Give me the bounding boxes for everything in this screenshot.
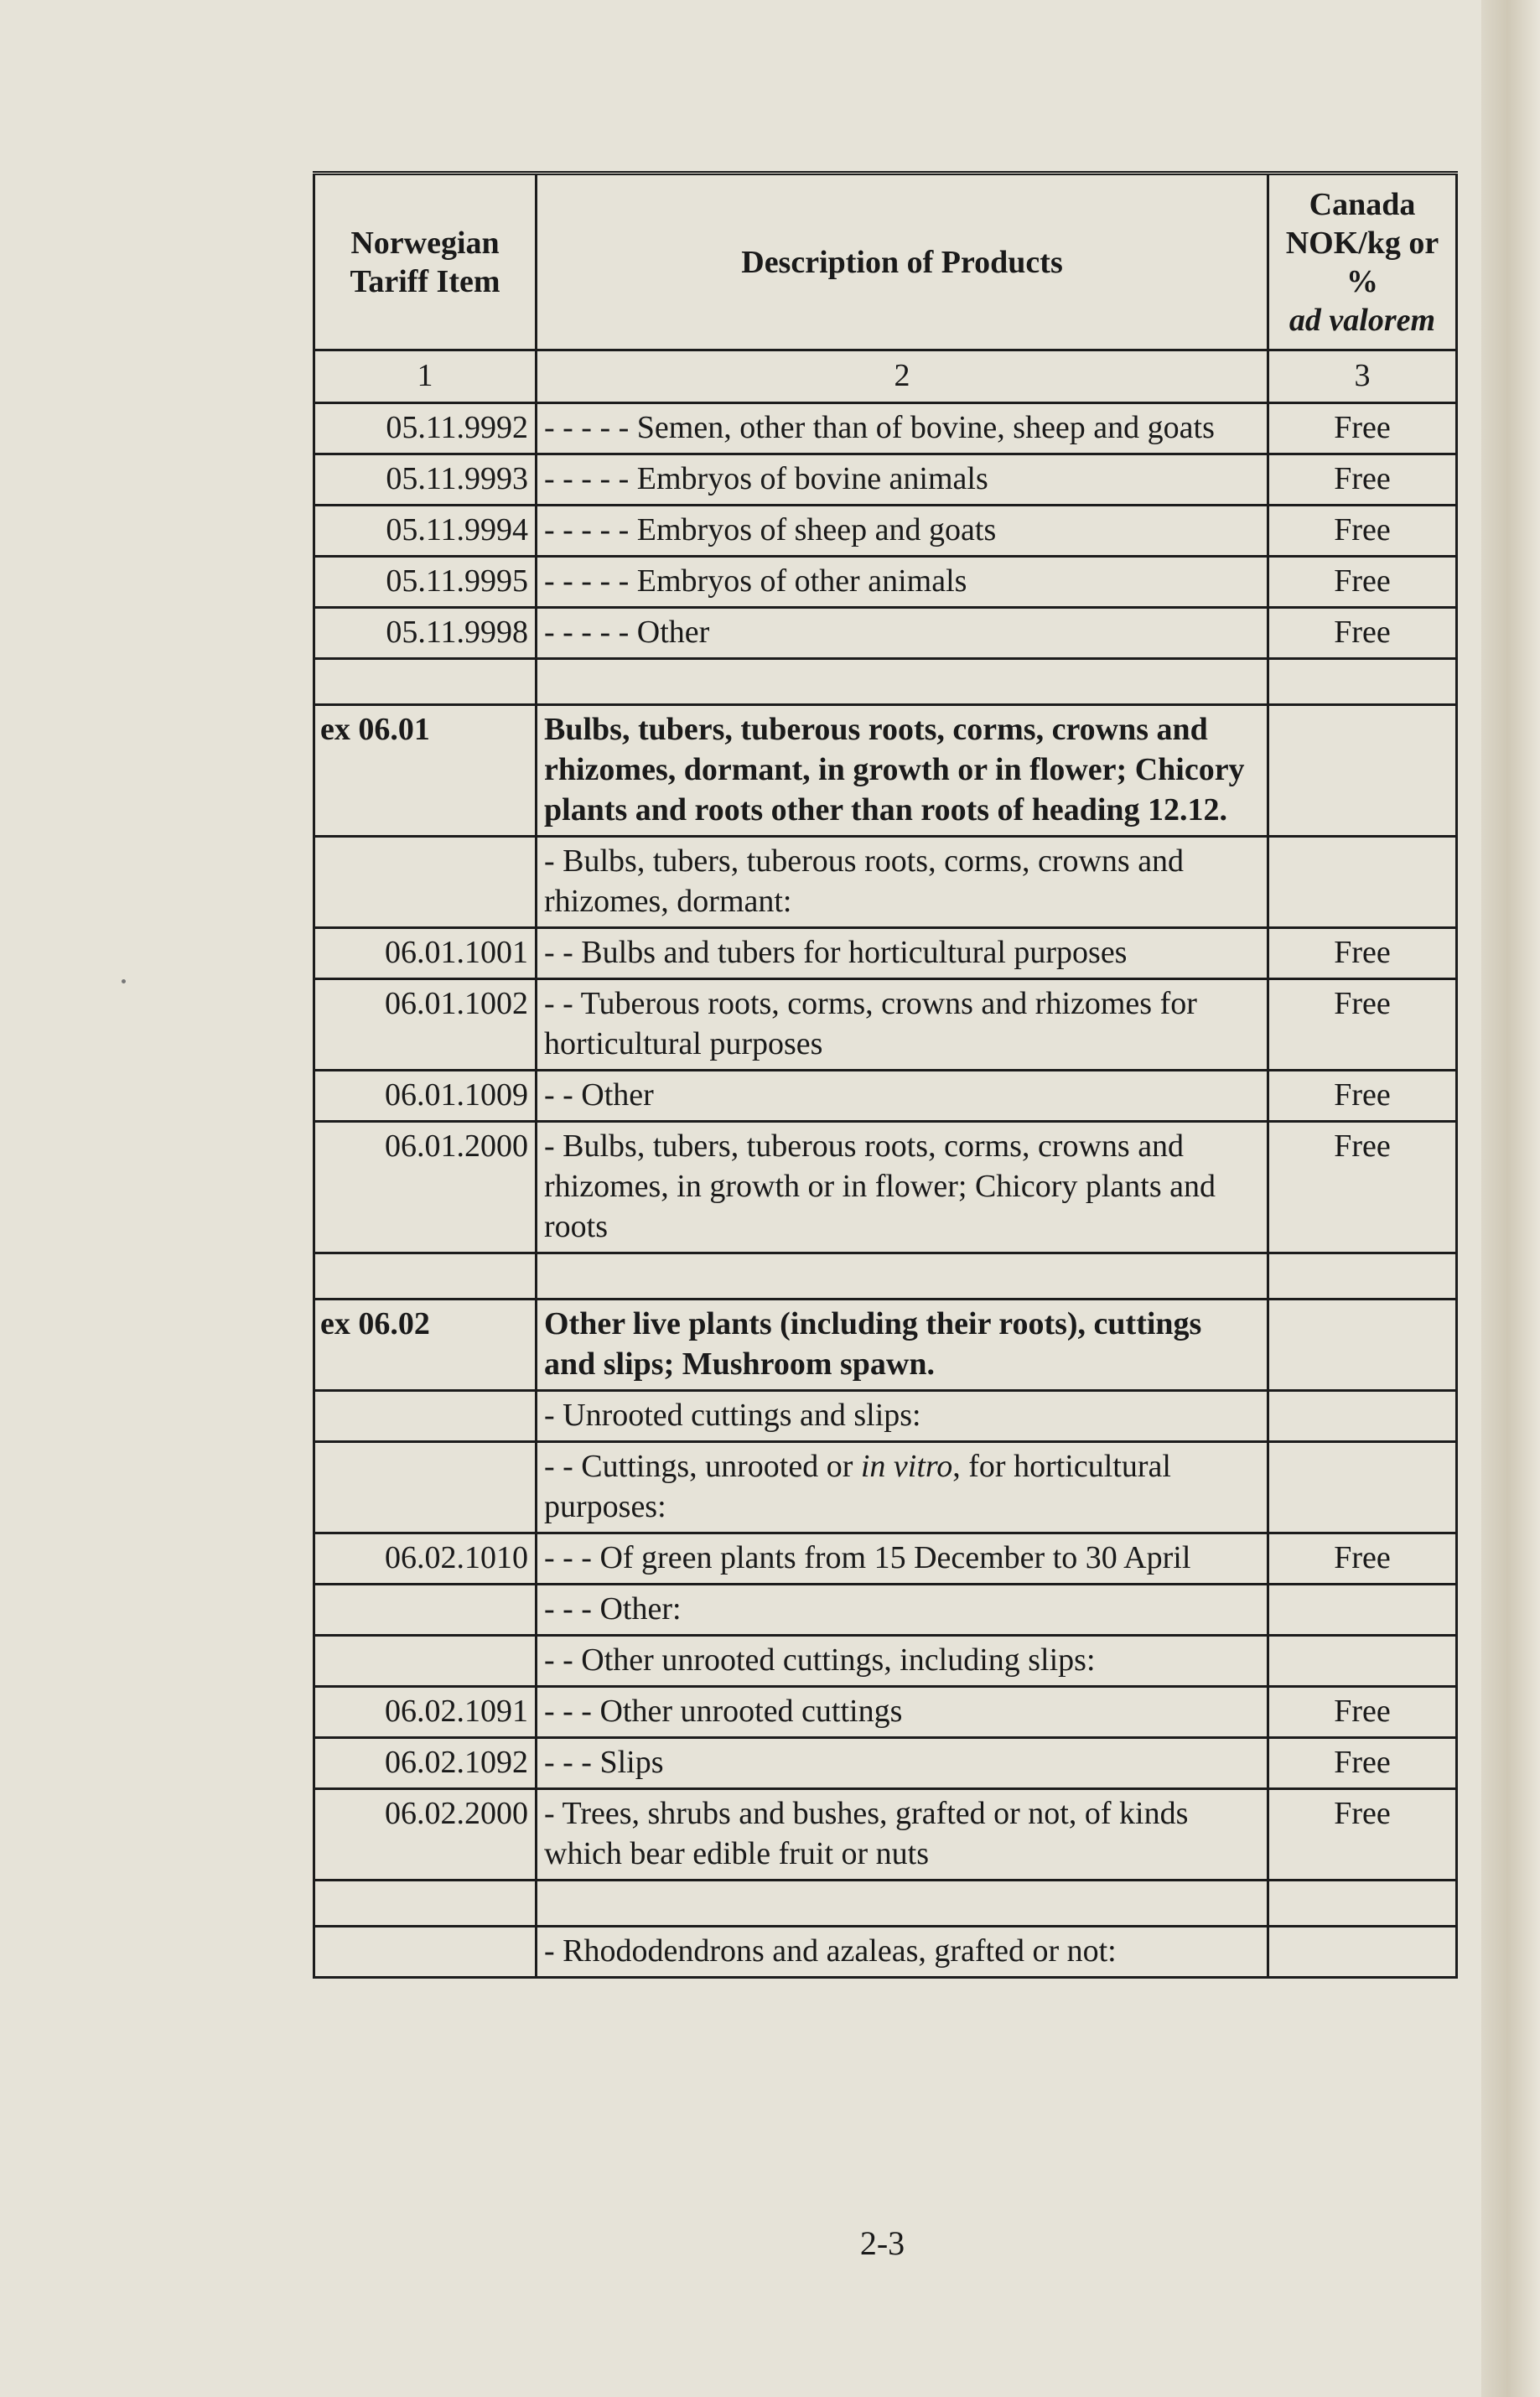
description-text: - - Cuttings, unrooted or <box>544 1449 861 1484</box>
product-description: - - Other <box>537 1071 1268 1122</box>
table-row <box>314 1789 1457 1881</box>
page-number: 2-3 <box>859 2224 905 2262</box>
product-description: - - - Of green plants from 15 December to 30 April <box>537 1533 1268 1585</box>
blank-row <box>314 1253 1457 1300</box>
table-row <box>314 403 1457 454</box>
duty-rate: Free <box>1268 1738 1457 1789</box>
duty-rate: Free <box>1268 506 1457 557</box>
header-row <box>314 174 1457 350</box>
speck <box>122 979 126 983</box>
product-description: - Trees, shrubs and bushes, grafted or not, of kinds which bear edible fruit or nuts <box>537 1789 1268 1881</box>
empty-cell <box>1268 1300 1457 1391</box>
tariff-code: 06.02.2000 <box>314 1789 537 1881</box>
header-canada-rate-main: Canada NOK/kg or % <box>1285 186 1439 299</box>
product-description: - - - - - Semen, other than of bovine, sheep and goats <box>537 403 1268 454</box>
tariff-table <box>313 171 1458 1979</box>
tariff-code: 05.11.9998 <box>314 608 537 659</box>
page-gutter-shadow <box>1481 0 1540 2397</box>
table-row <box>314 1687 1457 1738</box>
table-row <box>314 837 1457 928</box>
product-description: - - - - - Embryos of bovine animals <box>537 454 1268 506</box>
product-description: - Rhododendrons and azaleas, grafted or not: <box>537 1927 1268 1978</box>
blank-row <box>314 1881 1457 1927</box>
empty-cell <box>537 659 1268 705</box>
product-description: - - Tuberous roots, corms, crowns and rhizomes for horticultural purposes <box>537 979 1268 1071</box>
table-row <box>314 1738 1457 1789</box>
empty-cell <box>1268 1585 1457 1636</box>
product-description: - - - - - Embryos of sheep and goats <box>537 506 1268 557</box>
table-row <box>314 506 1457 557</box>
column-number: 1 <box>314 350 537 403</box>
product-description: - Bulbs, tubers, tuberous roots, corms, crowns and rhizomes, in growth or in flower; Chicory plants and roots <box>537 1122 1268 1253</box>
empty-cell <box>537 1253 1268 1300</box>
heading-row <box>314 705 1457 837</box>
empty-cell <box>314 1636 537 1687</box>
tariff-code: 06.02.1010 <box>314 1533 537 1585</box>
empty-cell <box>314 1391 537 1442</box>
empty-cell <box>1268 1881 1457 1927</box>
empty-cell <box>314 659 537 705</box>
table-row <box>314 1122 1457 1253</box>
header-ad-valorem: ad valorem <box>1289 302 1436 338</box>
empty-cell <box>1268 1253 1457 1300</box>
empty-cell <box>1268 1927 1457 1978</box>
product-description: - - Bulbs and tubers for horticultural purposes <box>537 928 1268 979</box>
tariff-code: 05.11.9992 <box>314 403 537 454</box>
duty-rate: Free <box>1268 403 1457 454</box>
header-canada-rate <box>1268 174 1457 350</box>
column-number: 3 <box>1268 350 1457 403</box>
product-description: - - - Other unrooted cuttings <box>537 1687 1268 1738</box>
table-row <box>314 979 1457 1071</box>
tariff-code: 06.01.2000 <box>314 1122 537 1253</box>
empty-cell <box>1268 659 1457 705</box>
tariff-code: 05.11.9994 <box>314 506 537 557</box>
heading-code: ex 06.01 <box>314 705 537 837</box>
duty-rate: Free <box>1268 928 1457 979</box>
duty-rate: Free <box>1268 1789 1457 1881</box>
empty-cell <box>1268 837 1457 928</box>
table-row <box>314 1636 1457 1687</box>
empty-cell <box>314 1927 537 1978</box>
header-tariff-item: Norwegian Tariff Item <box>314 174 537 350</box>
empty-cell <box>314 1253 537 1300</box>
duty-rate: Free <box>1268 557 1457 608</box>
heading-description: Other live plants (including their roots), cuttings and slips; Mushroom spawn. <box>537 1300 1268 1391</box>
table-row <box>314 454 1457 506</box>
table-row <box>314 928 1457 979</box>
column-number: 2 <box>537 350 1268 403</box>
table-row <box>314 1533 1457 1585</box>
product-description: - - - Slips <box>537 1738 1268 1789</box>
duty-rate: Free <box>1268 1533 1457 1585</box>
heading-description: Bulbs, tubers, tuberous roots, corms, crowns and rhizomes, dormant, in growth or in flower; Chicory plants and roots other than roots of heading 12.12. <box>537 705 1268 837</box>
table-row <box>314 1391 1457 1442</box>
duty-rate: Free <box>1268 1122 1457 1253</box>
blank-row <box>314 659 1457 705</box>
duty-rate: Free <box>1268 1071 1457 1122</box>
duty-rate: Free <box>1268 979 1457 1071</box>
table-row <box>314 1927 1457 1978</box>
duty-rate <box>1268 705 1457 837</box>
empty-cell <box>314 1881 537 1927</box>
duty-rate: Free <box>1268 608 1457 659</box>
header-description: Description of Products <box>537 174 1268 350</box>
empty-cell <box>537 1881 1268 1927</box>
table-row <box>314 1585 1457 1636</box>
heading-code: ex 06.02 <box>314 1300 537 1391</box>
duty-rate: Free <box>1268 1687 1457 1738</box>
table-row <box>314 557 1457 608</box>
empty-cell <box>314 1442 537 1533</box>
table-row <box>314 1071 1457 1122</box>
product-description: - Bulbs, tubers, tuberous roots, corms, crowns and rhizomes, dormant: <box>537 837 1268 928</box>
tariff-code: 06.02.1092 <box>314 1738 537 1789</box>
product-description: - - Other unrooted cuttings, including slips: <box>537 1636 1268 1687</box>
product-description <box>537 1442 1268 1533</box>
empty-cell <box>1268 1391 1457 1442</box>
tariff-code: 06.01.1009 <box>314 1071 537 1122</box>
description-italic-term: in vitro <box>860 1449 953 1484</box>
product-description: - - - - - Embryos of other animals <box>537 557 1268 608</box>
empty-cell <box>314 837 537 928</box>
description-text: , for horticultural purposes: <box>544 1449 1171 1524</box>
empty-cell <box>1268 1442 1457 1533</box>
empty-cell <box>1268 1636 1457 1687</box>
table-row <box>314 608 1457 659</box>
table-row <box>314 1442 1457 1533</box>
column-number-row <box>314 350 1457 403</box>
duty-rate: Free <box>1268 454 1457 506</box>
tariff-code: 05.11.9995 <box>314 557 537 608</box>
heading-row <box>314 1300 1457 1391</box>
tariff-code: 06.01.1001 <box>314 928 537 979</box>
tariff-code: 06.01.1002 <box>314 979 537 1071</box>
tariff-code: 05.11.9993 <box>314 454 537 506</box>
product-description: - - - Other: <box>537 1585 1268 1636</box>
tariff-code: 06.02.1091 <box>314 1687 537 1738</box>
product-description: - Unrooted cuttings and slips: <box>537 1391 1268 1442</box>
empty-cell <box>314 1585 537 1636</box>
product-description: - - - - - Other <box>537 608 1268 659</box>
